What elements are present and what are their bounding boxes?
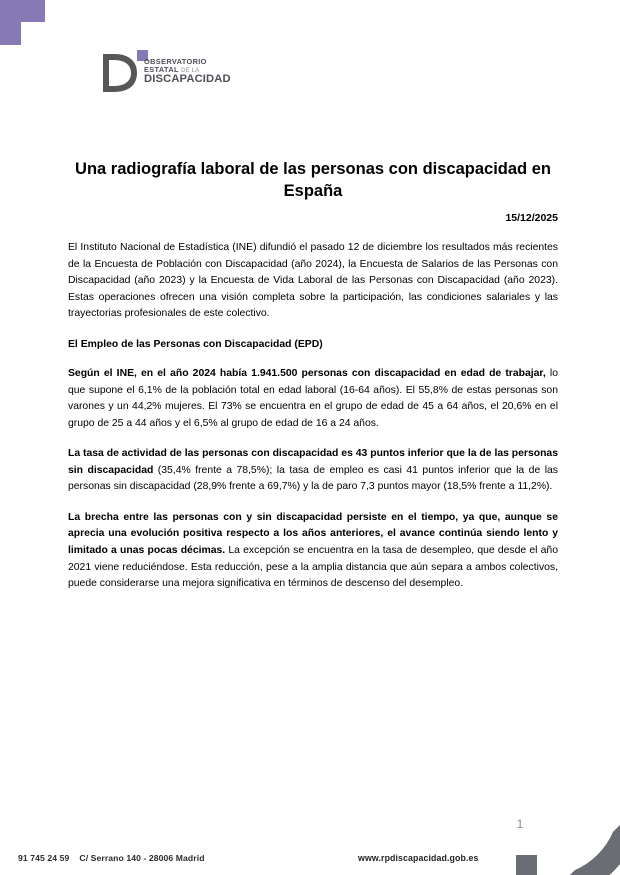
paragraph-gap-trend (68, 510, 558, 593)
page-title-line-1: Una radiografía laboral de las personas con (75, 160, 418, 179)
page-title-line-2: discapacidad en España (283, 160, 551, 200)
paragraph-intro: El Instituto Nacional de Estadística (INE) difundió el pasado 12 de diciembre los resultados más recientes de la Encuesta de Población con Discapacidad (año 2024), la Encuesta de Salarios de las Personas con Discapacidad (año 2023) y la Encuesta de Vida Laboral de las Personas con Discapacidad (año 2023). Estas operaciones ofrecen una visión completa sobre la participación, las condiciones salariales y las trayectorias profesionales de este colectivo. (68, 242, 558, 320)
document-body (68, 240, 558, 607)
corner-arc-decoration (546, 803, 620, 875)
paragraph-epd-population (68, 366, 558, 432)
paragraph-activity-rate (68, 446, 558, 496)
paragraph-activity-rate-rest: (35,4% frente a 78,5%); la tasa de empleo es casi 41 puntos inferior que la de las personas sin discapacidad (28,9% frente a 69,7%) y la de paro 7,3 puntos mayor (18,5% frente a 11,2%). (68, 464, 558, 493)
paragraph-epd-population-rest: lo que supone el 6,1% de la población total en edad laboral (16-64 años). El 55,8% de estas personas son varones y un 44,2% mujeres. El 73% se encuentra en el grupo de edad de 45 a 64 años, el 20,6% en el grupo de 25 a 44 años y el 6,5% al grupo de edad de 16 a 24 años. (68, 368, 558, 429)
section-heading-epd: El Empleo de las Personas con Discapacidad (EPD) (68, 338, 323, 350)
organization-logo (100, 50, 300, 95)
logo-line-observatorio: OBSERVATORIO (144, 57, 207, 66)
corner-square-decoration (516, 855, 537, 875)
purple-corner-left-block (0, 0, 21, 45)
logo-dela-text: DE LA (181, 67, 200, 74)
footer-address: C/ Serrano 140 - 28006 Madrid (79, 853, 205, 863)
paragraph-activity-rate-bold: La tasa de actividad de las personas con discapacidad es 43 puntos inferior que la de las personas sin discapacidad (68, 448, 558, 476)
footer-contact (18, 853, 205, 863)
logo-d-mark-icon (100, 52, 140, 94)
paragraph-epd-population-bold: Según el INE, en el año 2024 había 1.941.500 personas con discapacidad en edad de trabajar, (68, 368, 546, 380)
logo-estatal-text: ESTATAL (144, 64, 179, 74)
logo-line-discapacidad: DISCAPACIDAD (144, 73, 231, 86)
page-number: 1 (516, 817, 524, 831)
footer-website[interactable]: www.rpdiscapacidad.gob.es (358, 853, 479, 863)
paragraph-gap-trend-bold: La brecha entre las personas con y sin discapacidad persiste en el tiempo, ya que, aunque se aprecia una evolución positiva respecto a los años anteriores, el avance continúa siendo lento y limitado a unas pocas décimas. (68, 511, 558, 556)
footer-phone: 91 745 24 59 (18, 853, 70, 863)
paragraph-gap-trend-rest: La excepción se encuentra en la tasa de desempleo, que desde el año 2021 viene reduciéndose. Esta reducción, pese a la amplia distancia que aún separa a ambos colectivos, puede considerarse una mejora significativa en términos de descenso del desempleo. (68, 544, 558, 590)
logo-wordmark (144, 58, 231, 86)
document-date: 15/12/2025 (505, 212, 558, 224)
page-title (68, 159, 558, 203)
